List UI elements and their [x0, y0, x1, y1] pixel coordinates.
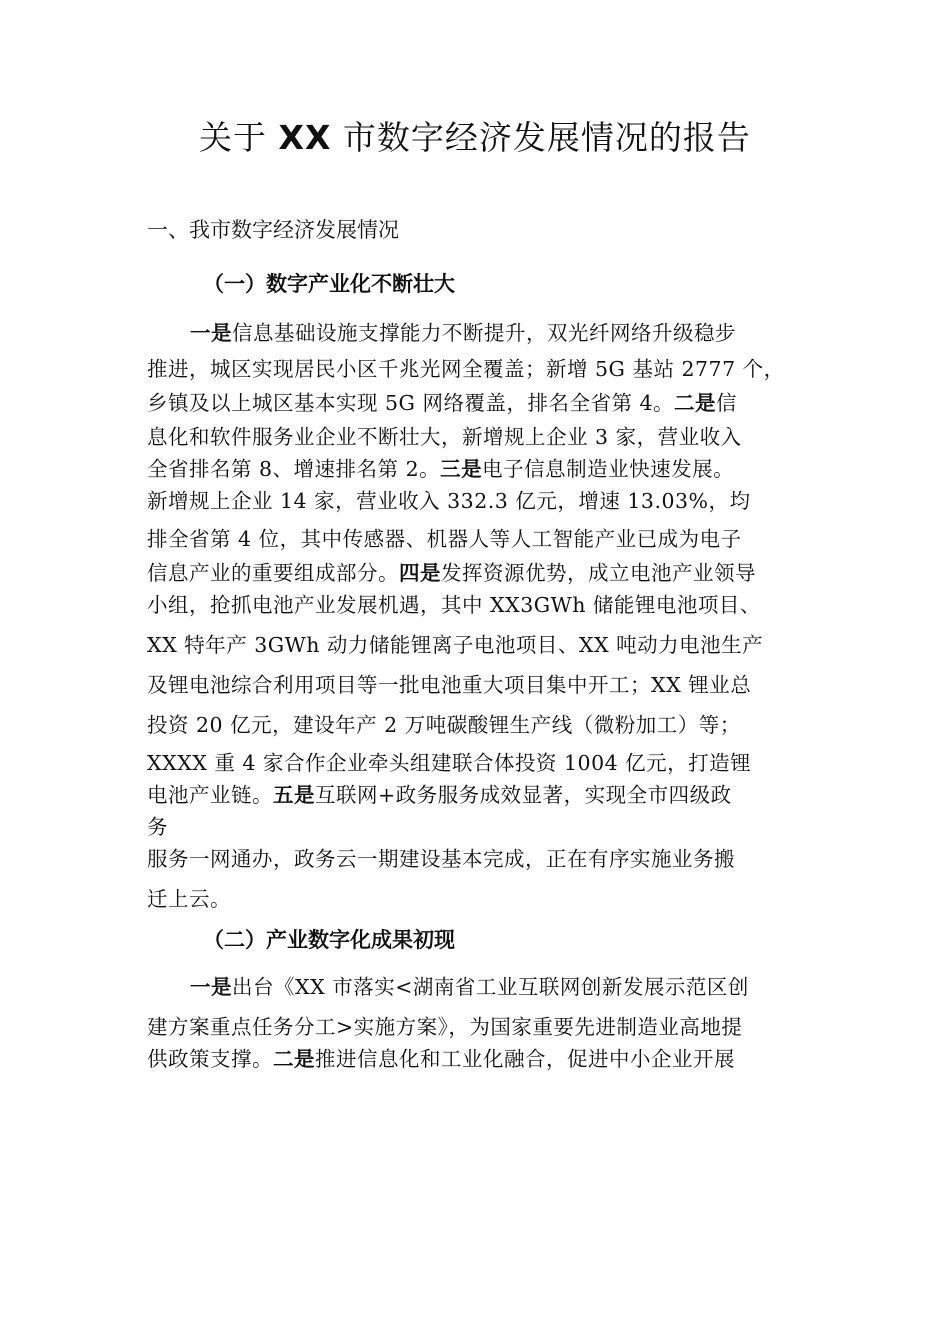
- paragraph-line: 息化和软件服务业企业不断壮大，新增规上企业 3 家，营业收入: [147, 425, 742, 449]
- paragraph-line: 及锂电池综合利用项目等一批电池重大项目集中开工；XX 锂业总: [147, 673, 752, 697]
- paragraph-line: 供政策支撑。二是推进信息化和工业化融合，促进中小企业开展: [147, 1047, 735, 1071]
- keyword-five: 五是: [273, 783, 315, 807]
- title-bold-xx: XX: [278, 118, 332, 157]
- paragraph-line: 服务一网通办，政务云一期建设基本完成，正在有序实施业务搬: [147, 847, 735, 871]
- paragraph-line: XXXX 重 4 家合作企业牵头组建联合体投资 1004 亿元，打造锂: [147, 751, 752, 775]
- paragraph-line: 一是出台《XX 市落实<湖南省工业互联网创新发展示范区创: [190, 975, 749, 999]
- paragraph-line: 排全省第 4 位，其中传感器、机器人等人工智能产业已成为电子: [147, 527, 742, 551]
- paragraph-line: 务: [147, 815, 168, 839]
- keyword-one: 一是: [190, 321, 232, 345]
- keyword-one: 一是: [190, 975, 232, 999]
- keyword-three: 三是: [440, 457, 483, 481]
- subsection-heading-2: （二）产业数字化成果初现: [203, 928, 455, 952]
- paragraph-line: 电池产业链。五是互联网+政务服务成效显著，实现全市四级政: [147, 783, 732, 807]
- paragraph-line: 投资 20 亿元，建设年产 2 万吨碳酸锂生产线（微粉加工）等；: [147, 713, 741, 737]
- paragraph-line: 建方案重点任务分工>实施方案》，为国家重要先进制造业高地提: [147, 1015, 743, 1039]
- paragraph-line: 推进，城区实现居民小区千兆光网全覆盖；新增 5G 基站 2777 个，: [147, 357, 785, 381]
- paragraph-line: 新增规上企业 14 家，营业收入 332.3 亿元，增速 13.03%，均: [147, 489, 751, 513]
- keyword-two: 二是: [674, 391, 717, 415]
- subsection-heading-1: （一）数字产业化不断壮大: [203, 272, 455, 296]
- paragraph-line: XX 特年产 3GWh 动力储能锂离子电池项目、XX 吨动力电池生产: [147, 633, 764, 657]
- paragraph-line: 小组，抢抓电池产业发展机遇，其中 XX3GWh 储能锂电池项目、: [147, 593, 761, 617]
- paragraph-line: 信息产业的重要组成部分。四是发挥资源优势，成立电池产业领导: [147, 561, 756, 585]
- keyword-four: 四是: [399, 561, 441, 585]
- paragraph-line: 乡镇及以上城区基本实现 5G 网络覆盖，排名全省第 4。二是信: [147, 391, 738, 415]
- paragraph-line: 迁上云。: [147, 887, 231, 911]
- keyword-two: 二是: [273, 1047, 315, 1071]
- paragraph-line: 全省排名第 8、增速排名第 2。三是电子信息制造业快速发展。: [147, 457, 735, 481]
- section-heading-1: 一、我市数字经济发展情况: [147, 218, 399, 242]
- document-title: 关于 XX 市数字经济发展情况的报告: [199, 118, 751, 157]
- paragraph-line: 一是信息基础设施支撑能力不断提升，双光纤网络升级稳步: [190, 321, 736, 345]
